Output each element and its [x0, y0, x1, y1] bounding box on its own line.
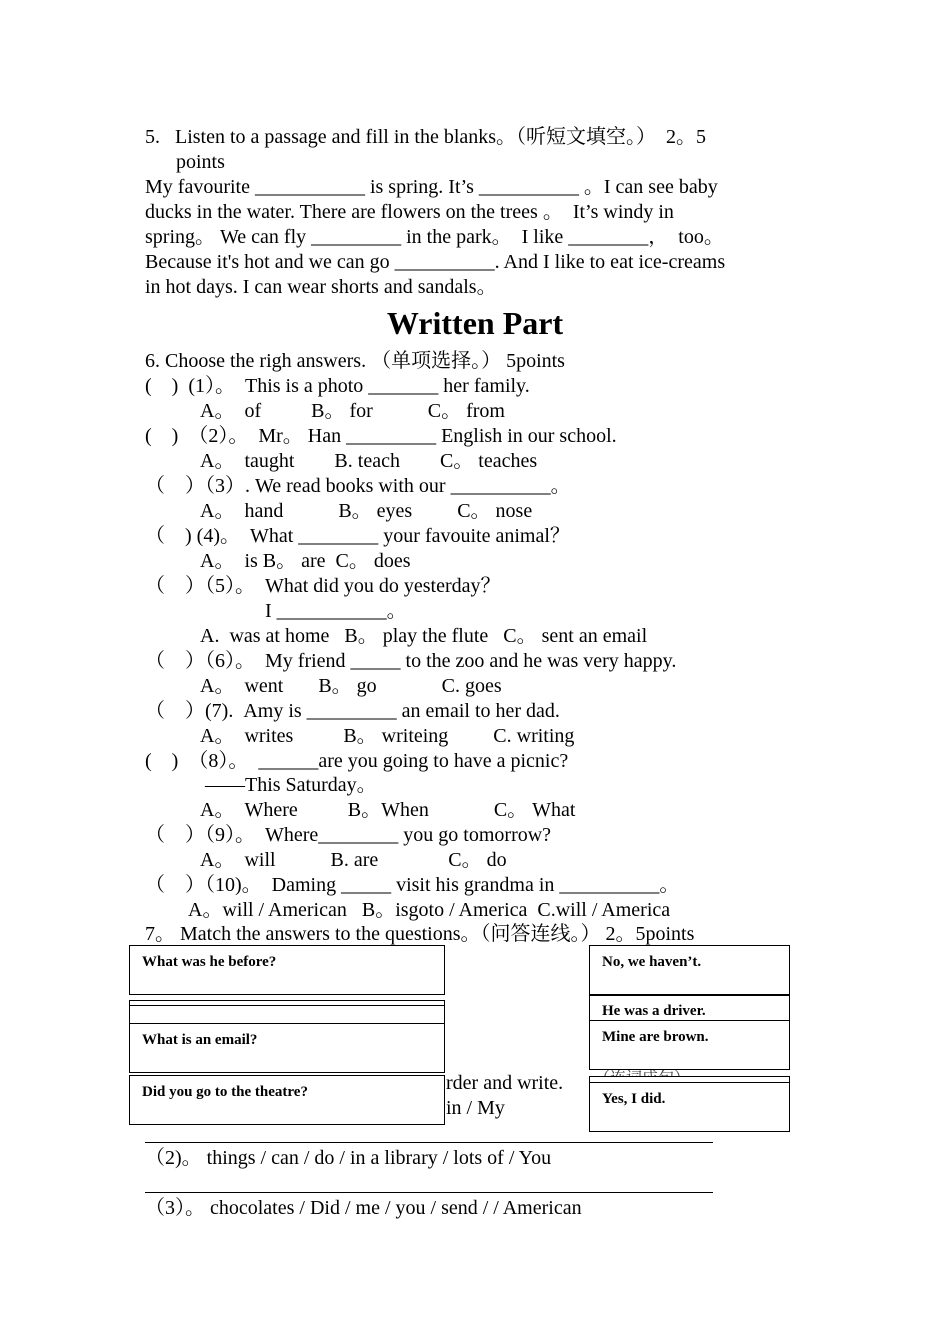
match-question-1[interactable] [129, 945, 445, 995]
match-answer-3-text: Mine are brown. [602, 1029, 709, 1045]
q7-header: 7。 Match the answers to the questions。（问答连线。） 2。5points [145, 923, 695, 945]
q5-line-4: Because it's hot and we can go __________. And I like to eat ice-creams [145, 251, 726, 273]
q6-item-5-options: A. was at home B。 play the flute C。 sent an email [200, 625, 648, 647]
q6-item-1-options: A。 of B。 for C。 from [200, 400, 505, 422]
q6-item-10-options: A。will / American B。isgoto / America C.will / America [188, 899, 671, 921]
q6-item-5-answer-line: I ___________。 [265, 600, 407, 622]
q6-item-7: （ ）(7). Amy is _________ an email to her dad. [145, 700, 560, 722]
q5-header-points: points [176, 151, 225, 173]
match-answer-1-text: No, we haven’t. [602, 954, 702, 970]
match-question-3[interactable] [129, 1023, 445, 1073]
match-answer-2[interactable] [589, 995, 790, 1021]
q6-item-2-options: A。 taught B. teach C。 teaches [200, 450, 538, 472]
q8-answer-line-2 [145, 1192, 713, 1193]
q6-item-8-options: A。 Where B。When C。 What [200, 799, 576, 821]
match-answer-4[interactable] [589, 1082, 790, 1132]
q6-item-4-options: A。 is B。 are C。 does [200, 550, 411, 572]
q6-item-3-options: A。 hand B。 eyes C。 nose [200, 500, 533, 522]
q6-item-8-reply: ——This Saturday。 [205, 774, 377, 796]
q6-item-6-options: A。 went B。 go C. goes [200, 675, 502, 697]
match-answer-4-text: Yes, I did. [602, 1091, 666, 1107]
match-question-4-text: Did you go to the theatre? [142, 1084, 308, 1100]
match-question-2-overlay [129, 1005, 445, 1025]
q6-item-4: （ ) (4)。 What ________ your favouite animal？ [145, 525, 570, 547]
q6-item-6: （ ）（6）。 My friend _____ to the zoo and he was very happy. [145, 650, 677, 672]
q8-answer-line-1 [145, 1142, 713, 1143]
q6-item-2: ( ) （2）。 Mr。 Han _________ English in our school. [145, 425, 617, 447]
q8-item-3: （3）。 chocolates / Did / me / you / send / / American [145, 1197, 582, 1219]
q5-line-5: in hot days. I can wear shorts and sandals。 [145, 276, 497, 298]
q6-item-1: ( ) (1）。 This is a photo _______ her family. [145, 375, 530, 397]
match-question-4[interactable] [129, 1075, 445, 1125]
q8-item-2: （2)。 things / can / do / in a library / lots of / You [145, 1147, 552, 1169]
q6-item-10: （ ）（10)。 Daming _____ visit his grandma in __________。 [145, 874, 680, 896]
q6-item-9-options: A。 will B. are C。 do [200, 849, 507, 871]
match-answer-3[interactable] [589, 1020, 790, 1070]
q6-item-3: （ ）（3）. We read books with our __________。 [145, 475, 571, 497]
q5-line-3: spring。 We can fly _________ in the park。 I like ________， too。 [145, 226, 724, 248]
q6-header: 6. Choose the righ answers. （单项选择。） 5points [145, 350, 565, 372]
q8-instruction-fragment: rder and write. [446, 1072, 564, 1094]
match-question-1-text: What was he before? [142, 954, 277, 970]
q5-line-1: My favourite ___________ is spring. It’s __________ 。I can see baby [145, 176, 718, 198]
q8-item-1-fragment: in / My [446, 1097, 505, 1119]
q6-item-9: （ ）（9）。 Where________ you go tomorrow? [145, 824, 552, 846]
match-question-3-text: What is an email? [142, 1032, 258, 1048]
q6-item-7-options: A。 writes B。 writeing C. writing [200, 725, 575, 747]
q6-item-5: （ ）（5）。 What did you do yesterday？ [145, 575, 501, 597]
q6-item-8: ( ) （8）。 ______are you going to have a picnic? [145, 750, 569, 772]
q5-line-2: ducks in the water. There are flowers on the trees 。 It’s windy in [145, 201, 674, 223]
section-title: Written Part [386, 305, 564, 341]
q5-header: 5. Listen to a passage and fill in the blanks。（听短文填空。） 2。5 [145, 126, 707, 148]
match-answer-1[interactable] [589, 945, 790, 995]
match-answer-2-text: He was a driver. [602, 1003, 706, 1019]
